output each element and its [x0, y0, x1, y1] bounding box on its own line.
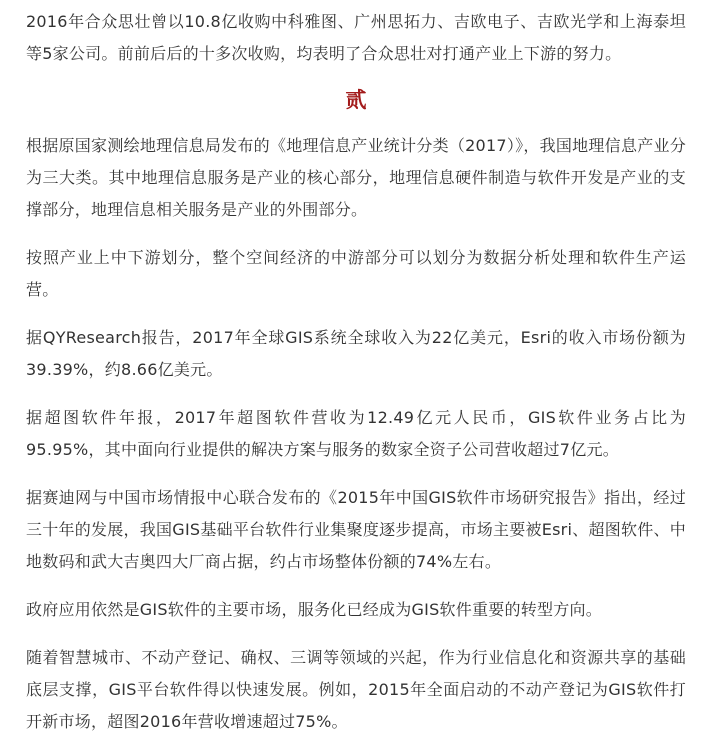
paragraph-government-market: 政府应用依然是GIS软件的主要市场，服务化已经成为GIS软件重要的转型方向。	[26, 600, 603, 619]
paragraph-ccid-report: 据赛迪网与中国市场情报中心联合发布的《2015年中国GIS软件市场研究报告》指出，经过三十年的发展，我国GIS基础平台软件行业集聚度逐步提高，市场主要被Esri、超图软件、中地数码和武大吉奥四大厂商占据，约占市场整体份额的74%左右。	[26, 488, 686, 571]
section-heading: 贰	[345, 88, 367, 112]
paragraph-gap	[26, 386, 686, 402]
paragraph-qyresearch: 据QYResearch报告，2017年全球GIS系统全球收入为22亿美元，Esri的收入市场份额为39.39%，约8.66亿美元。	[26, 328, 686, 379]
paragraph-industry-chain: 按照产业上中下游划分，整个空间经济的中游部分可以划分为数据分析处理和软件生产运营。	[26, 248, 686, 299]
paragraph-industry-classification: 根据原国家测绘地理信息局发布的《地理信息产业统计分类（2017）》，我国地理信息产业分为三大类。其中地理信息服务是产业的核心部分，地理信息硬件制造与软件开发是产业的支撑部分，地理信息相关服务是产业的外围部分。	[26, 136, 686, 219]
paragraph-gap	[26, 226, 686, 242]
article-body	[26, 6, 686, 738]
paragraph-acquisitions: 2016年合众思壮曾以10.8亿收购中科雅图、广州思拓力、吉欧电子、吉欧光学和上海泰坦等5家公司。前前后后的十多次收购，均表明了合众思壮对打通产业上下游的努力。	[26, 12, 686, 63]
paragraph-gap	[26, 626, 686, 642]
paragraph-supermap-report: 据超图软件年报，2017年超图软件营收为12.49亿元人民币，GIS软件业务占比为95.95%，其中面向行业提供的解决方案与服务的数家全资子公司营收超过7亿元。	[26, 408, 686, 459]
paragraph-smart-city: 随着智慧城市、不动产登记、确权、三调等领域的兴起，作为行业信息化和资源共享的基础底层支撑，GIS平台软件得以快速发展。例如，2015年全面启动的不动产登记为GIS软件打开新市场，超图2016年营收增速超过75%。	[26, 648, 686, 731]
paragraph-gap	[26, 578, 686, 594]
paragraph-gap	[26, 306, 686, 322]
paragraph-gap	[26, 466, 686, 482]
